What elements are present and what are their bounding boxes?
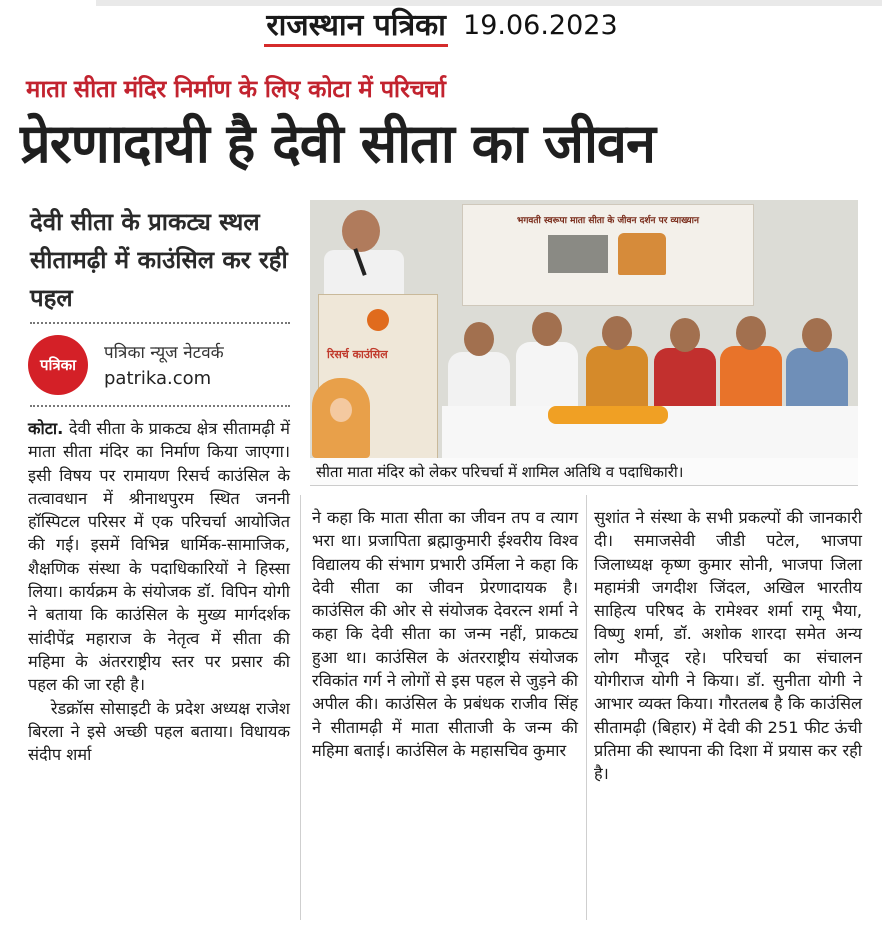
main-headline: प्रेरणादायी है देवी सीता का जीवन [20, 112, 655, 175]
guest-head [464, 322, 494, 356]
divider [30, 405, 290, 407]
podium-logo [367, 309, 389, 331]
guest-head [602, 316, 632, 350]
dateline: कोटा. [28, 419, 64, 438]
photo-caption: सीता माता मंदिर को लेकर परिचर्चा में शामिल अतिथि व पदाधिकारी। [310, 458, 858, 486]
byline-website: patrika.com [104, 368, 212, 389]
article-column-1 [28, 417, 290, 766]
banner-title: भगवती स्वरूपा माता सीता के जीवन दर्शन पर व्याख्यान [517, 216, 699, 226]
idol-face [330, 398, 352, 422]
masthead [0, 8, 882, 52]
article-column-3 [594, 506, 862, 786]
byline-network: पत्रिका न्यूज नेटवर्क [104, 343, 224, 363]
stage-banner [462, 204, 754, 306]
podium-text: रिसर्च काउंसिल [327, 348, 388, 361]
paragraph: देवी सीता के प्राकट्य क्षेत्र सीतामढ़ी में माता सीता मंदिर का निर्माण किया जाएगा। इसी विषय पर रामायण रिसर्च काउंसिल के तत्वावधान में श्रीनाथपुरम स्थित जननी हॉस्पिटल परिसर में एक परिचर्चा आयोजित की गई। इसमें विभिन्न धार्मिक-सामाजिक, शैक्षणिक संस्था के पदाधिकारियों ने हिस्सा लिया। कार्यक्रम के संयोजक डॉ. विपिन योगी ने बताया कि काउंसिल के मुख्य मार्गदर्शक सांदीपेंद्र महाराज के नेतृत्व में सीता की महिमा के अंतरराष्ट्रीय स्तर पर प्रसार की पहल की जा रही है। [28, 419, 290, 695]
paragraph: सुशांत ने संस्था के सभी प्रकल्पों की जानकारी दी। समाजसेवी जीडी पटेल, भाजपा जिलाध्यक्ष कृष्ण कुमार सोनी, भाजपा जिला महामंत्री जगदीश जिंदल, अखिल भारतीय साहित्य परिषद के रामेश्वर शर्मा रामू भैया, विष्णु शर्मा, डॉ. अशोक शारदा समेत अन्य लोग मौजूद रहे। परिचर्चा का संचालन योगीराज योगी ने किया। डॉ. सुनीता योगी ने आभार व्यक्त किया। गौरतलब है कि काउंसिल सीतामढ़ी (बिहार) में देवी की 251 फीट ऊंची प्रतिमा की स्थापना की दिशा में प्रयास कर रही है। [594, 508, 862, 784]
subheadline: देवी सीता के प्राकट्य स्थल सीतामढ़ी में काउंसिल कर रही पहल [30, 208, 288, 312]
event-photo [310, 200, 858, 458]
banner-image [548, 235, 608, 273]
goddess-idol [312, 378, 370, 458]
column-divider [300, 495, 301, 920]
guest-head [532, 312, 562, 346]
article-column-2 [312, 506, 578, 762]
banner-image [618, 233, 666, 275]
paragraph: रेडक्रॉस सोसाइटी के प्रदेश अध्यक्ष राजेश बिरला ने इसे अच्छी पहल बताया। विधायक संदीप शर्मा [28, 698, 290, 765]
paragraph: ने कहा कि माता सीता का जीवन तप व त्याग भरा था। प्रजापिता ब्रह्माकुमारी ईश्वरीय विश्व विद्यालय की संभाग प्रभारी उर्मिला ने कहा कि देवी सीता का जीवन प्रेरणादायक है। काउंसिल की ओर से संयोजक देवरत्न शर्मा ने कहा कि देवी सीता का जन्म नहीं, प्राकट्य हुआ था। काउंसिल के अंतरराष्ट्रीय संयोजक रविकांत गर्ग ने लोगों से इस पहल से जुड़ने की अपील की। काउंसिल के प्रबंधक राजीव सिंह ने सीतामढ़ी में माता सीताजी के जन्म की महिमा बताई। काउंसिल के महासचिव कुमार [312, 508, 578, 760]
speaker-head [342, 210, 380, 252]
newspaper-name: राजस्थान पत्रिका [264, 8, 448, 47]
top-strip [96, 0, 882, 6]
publication-date: 19.06.2023 [463, 10, 618, 41]
guest-head [736, 316, 766, 350]
kicker-headline: माता सीता मंदिर निर्माण के लिए कोटा में परिचर्चा [26, 75, 446, 103]
guest-head [670, 318, 700, 352]
guest-head [802, 318, 832, 352]
divider [30, 322, 290, 324]
patrika-logo: पत्रिका [28, 335, 88, 395]
column-divider [586, 495, 587, 920]
flower-bouquet [548, 406, 668, 424]
